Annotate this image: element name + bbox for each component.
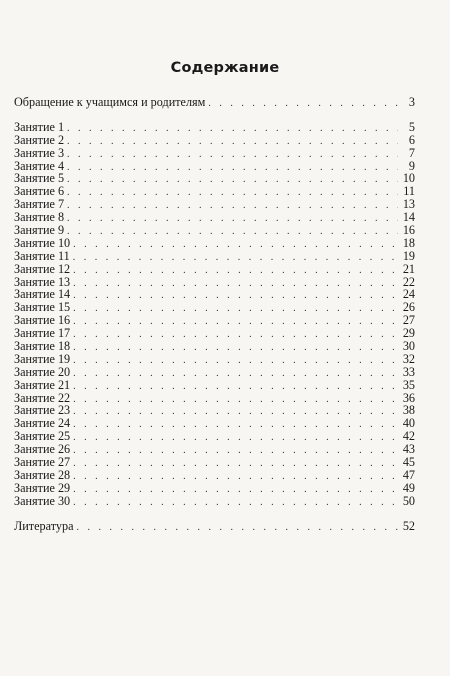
toc-entry-page: 38 (402, 403, 415, 418)
toc-entry-label: Занятие 28 (14, 467, 71, 482)
toc-entry-label: Занятие 19 (14, 351, 71, 366)
dot-leader (73, 406, 398, 419)
toc-entry-label: Занятие 18 (14, 339, 71, 354)
toc-entry-lesson (14, 276, 415, 289)
toc-entry-label: Занятие 16 (14, 313, 71, 328)
toc-entry-page: 14 (402, 210, 415, 225)
toc-entry-label: Занятие 25 (14, 429, 71, 444)
toc-entry-page: 49 (402, 480, 415, 495)
toc-entry-page: 9 (408, 158, 415, 173)
toc-entry-label: Занятие 10 (14, 235, 71, 250)
toc-entry-label: Занятие 2 (14, 132, 65, 147)
toc-entry-lesson (14, 250, 415, 263)
toc-entry-label: Занятие 8 (14, 210, 65, 225)
toc-entry-lesson (14, 314, 415, 327)
toc-entry-lesson (14, 237, 415, 250)
toc-entry-lesson (14, 404, 415, 417)
toc-entry-label: Занятие 15 (14, 300, 71, 315)
toc-entry-label: Занятие 26 (14, 442, 71, 457)
dot-leader (73, 239, 398, 252)
toc-entry-page: 45 (402, 455, 415, 470)
toc-entry-label: Занятие 1 (14, 119, 65, 134)
toc-entry-page: 5 (408, 119, 415, 134)
dot-leader (73, 278, 398, 291)
table-of-contents (14, 96, 415, 533)
toc-entry-lesson (14, 134, 415, 147)
toc-entry-page: 52 (402, 518, 415, 533)
dot-leader (67, 123, 398, 136)
toc-entry-page: 27 (402, 313, 415, 328)
toc-entry-lesson (14, 495, 415, 508)
toc-entry-label: Занятие 13 (14, 274, 71, 289)
toc-entry-label: Занятие 3 (14, 145, 65, 160)
dot-leader (67, 213, 398, 226)
dot-leader (73, 471, 398, 484)
toc-entry-lesson (14, 224, 415, 237)
toc-entry-page: 36 (402, 390, 415, 405)
toc-entry-label: Обращение к учащимся и родителям (14, 95, 206, 109)
toc-entry-label: Занятие 27 (14, 455, 71, 470)
lessons-list (14, 121, 415, 508)
toc-entry-label: Занятие 21 (14, 377, 71, 392)
toc-entry-page: 43 (402, 442, 415, 457)
toc-entry-page: 24 (402, 287, 415, 302)
toc-entry-lesson (14, 340, 415, 353)
toc-entry-page: 19 (402, 248, 415, 263)
toc-entry-lesson (14, 392, 415, 405)
toc-entry-page: 40 (402, 416, 415, 431)
toc-entry-lesson (14, 443, 415, 456)
dot-leader (67, 162, 398, 175)
toc-entry-lesson (14, 469, 415, 482)
dot-leader (73, 381, 398, 394)
dot-leader (208, 98, 398, 111)
toc-entry-page: 16 (402, 223, 415, 238)
toc-entry-page: 47 (402, 467, 415, 482)
toc-entry-page: 13 (402, 197, 415, 212)
toc-entry-lesson (14, 147, 415, 160)
toc-entry-lesson (14, 327, 415, 340)
toc-entry-label: Занятие 4 (14, 158, 65, 173)
toc-entry-page: 10 (402, 171, 415, 186)
toc-entry-label: Занятие 22 (14, 390, 71, 405)
toc-entry-lesson (14, 211, 415, 224)
dot-leader (73, 394, 398, 407)
toc-entry-literature (14, 520, 415, 533)
toc-entry-page: 35 (402, 377, 415, 392)
toc-entry-lesson (14, 172, 415, 185)
toc-entry-lesson (14, 379, 415, 392)
dot-leader (67, 149, 398, 162)
dot-leader (73, 368, 398, 381)
toc-entry-lesson (14, 198, 415, 211)
dot-leader (73, 419, 398, 432)
toc-entry-page: 6 (408, 132, 415, 147)
dot-leader (73, 458, 398, 471)
toc-entry-lesson (14, 417, 415, 430)
toc-entry-label: Занятие 30 (14, 493, 71, 508)
dot-leader (73, 355, 398, 368)
toc-entry-page: 22 (402, 274, 415, 289)
dot-leader (67, 226, 398, 239)
dot-leader (73, 484, 398, 497)
toc-entry-page: 7 (408, 145, 415, 160)
toc-entry-page: 30 (402, 339, 415, 354)
dot-leader (73, 303, 398, 316)
toc-entry-label: Занятие 24 (14, 416, 71, 431)
toc-entry-label: Занятие 9 (14, 223, 65, 238)
dot-leader (73, 497, 398, 510)
toc-entry-label: Занятие 23 (14, 403, 71, 418)
toc-entry-label: Занятие 14 (14, 287, 71, 302)
dot-leader (73, 329, 398, 342)
dot-leader (73, 342, 398, 355)
dot-leader (73, 316, 398, 329)
toc-entry-page: 32 (402, 351, 415, 366)
toc-entry-page: 11 (403, 184, 415, 199)
toc-entry-label: Занятие 11 (14, 248, 70, 263)
dot-leader (76, 522, 398, 535)
toc-entry-page: 29 (402, 326, 415, 341)
toc-entry-page: 42 (402, 429, 415, 444)
dot-leader (67, 136, 398, 149)
dot-leader (73, 445, 398, 458)
toc-entry-label: Занятие 20 (14, 364, 71, 379)
toc-entry-lesson (14, 301, 415, 314)
toc-entry-lesson (14, 263, 415, 276)
toc-entry-page: 33 (402, 364, 415, 379)
toc-entry-lesson (14, 353, 415, 366)
dot-leader (73, 265, 398, 278)
toc-entry-label: Занятие 6 (14, 184, 65, 199)
toc-entry-label: Занятие 29 (14, 480, 71, 495)
toc-entry-label: Литература (14, 518, 74, 533)
dot-leader (67, 174, 398, 187)
dot-leader (67, 200, 398, 213)
toc-entry-lesson (14, 482, 415, 495)
dot-leader (73, 432, 398, 445)
toc-entry-page: 21 (402, 261, 415, 276)
toc-entry-page: 50 (402, 493, 415, 508)
toc-entry-lesson (14, 366, 415, 379)
dot-leader (73, 252, 398, 265)
toc-entry-lesson (14, 121, 415, 134)
toc-entry-lesson (14, 456, 415, 469)
toc-entry-lesson (14, 430, 415, 443)
dot-leader (73, 290, 398, 303)
toc-entry-page: 3 (408, 95, 415, 109)
page-title: Содержание (170, 60, 280, 76)
toc-entry-page: 18 (402, 235, 415, 250)
toc-entry-intro (14, 96, 415, 109)
dot-leader (67, 187, 398, 200)
toc-entry-page: 26 (402, 300, 415, 315)
toc-entry-label: Занятие 5 (14, 171, 65, 186)
toc-entry-lesson (14, 185, 415, 198)
toc-entry-label: Занятие 12 (14, 261, 71, 276)
toc-entry-lesson (14, 160, 415, 173)
toc-entry-lesson (14, 288, 415, 301)
toc-entry-label: Занятие 17 (14, 326, 71, 341)
toc-entry-label: Занятие 7 (14, 197, 65, 212)
